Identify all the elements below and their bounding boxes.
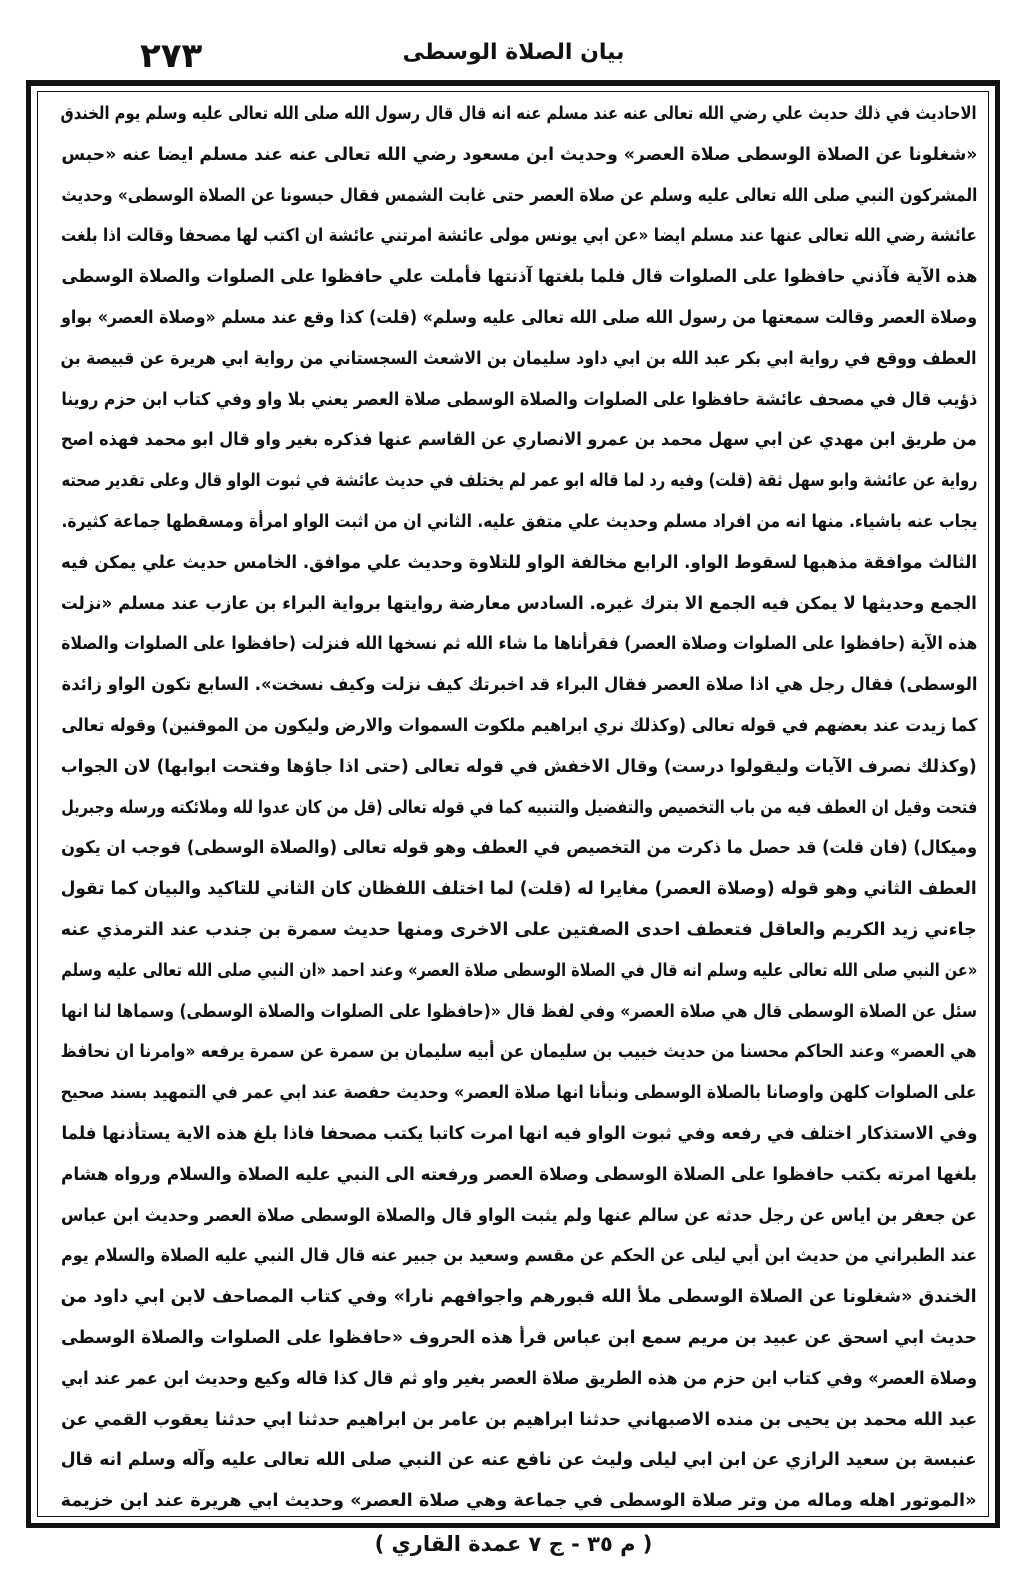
- text-line: [61, 216, 977, 257]
- text-line: [61, 380, 977, 421]
- text-line-content: هذه الآية (حافظوا على الصلوات وصلاة العصر) فقرأناها ما شاء الله ثم نسخها الله فنزلت (حافظوا على الصلوات والصلاة: [61, 634, 977, 655]
- text-line-content: كما زيدت عند بعضهم في قوله تعالى (وكذلك نري ابراهيم ملكوت السموات والارض وليكون من الموقنين) وقوله تعالى: [61, 715, 977, 736]
- text-line-content: عائشة رضي الله تعالى عنها عند مسلم ايضا «عن ابي يونس مولى عائشة امرتني عائشة ان اكتب لها مصحفا وقالت اذا بلغت: [61, 226, 977, 247]
- text-line: [61, 135, 977, 176]
- text-line: [61, 1318, 977, 1359]
- text-line-content: على الصلوات كلهن واوصانا بالصلاة الوسطى ونبأنا انها صلاة العصر» وحديث حفصة عند ابي عمر في التمهيد بسند صحيح: [61, 1083, 977, 1104]
- footer-signature: ( م ٣٥ - ج ٧ عمدة القاري ): [374, 1532, 653, 1556]
- text-line-content: حديث ابي اسحق عن عبيد بن مريم سمع ابن عباس قرأ هذه الحروف «حافظوا على الصلوات والصلاة الوسطى: [61, 1327, 977, 1348]
- text-line-content: يجاب عنه باشياء. منها انه من افراد مسلم وحديث علي متفق عليه. الثاني ان من اثبت الواو امرأة ومسقطها جماعة كثيرة.: [61, 511, 977, 532]
- text-line-content: ذؤيب قال في مصحف عائشة حافظوا على الصلوات والصلاة الوسطى صلاة العصر يعني بلا واو وفي كتاب ابن حزم روينا: [61, 389, 977, 410]
- text-line-content: عبد الله محمد بن يحيى بن منده الاصبهاني حدثنا ابراهيم بن عامر بن ابراهيم حدثنا ابي حدثنا يعقوب القمي عن: [61, 1409, 977, 1430]
- text-line: [61, 1236, 977, 1277]
- text-line: [61, 869, 977, 910]
- text-line: [61, 257, 977, 298]
- text-line-content: عند الطبراني من حديث ابن أبي ليلى عن الحكم عن مقسم وسعيد بن جبير عنه قال قال النبي عليه الصلاة والسلام يوم: [61, 1246, 977, 1267]
- text-line: [61, 1277, 977, 1318]
- text-line: [61, 339, 977, 380]
- text-line-content: وصلاة العصر» وفي كتاب ابن حزم من هذه الطريق صلاة العصر بغير واو ثم قال كذا قاله وكيع وحديث ابن عمر عند ابي: [61, 1368, 977, 1389]
- text-line: [61, 1114, 977, 1155]
- text-line: [61, 747, 977, 788]
- text-line-content: المشركون النبي صلى الله تعالى عليه وسلم عن صلاة العصر حتى غابت الشمس فقال حبسونا عن الصلاة الوسطى» وحديث: [61, 185, 977, 206]
- text-line-content: العطف الثاني وهو قوله (وصلاة العصر) مغايرا له (قلت) لما اختلف اللفظان كان الثاني للتاكيد والبيان كما تقول: [61, 879, 977, 900]
- text-line: [61, 992, 977, 1033]
- text-line: [61, 1440, 977, 1481]
- text-line-content: وميكال) (فان قلت) قد حصل ما ذكرت من التخصيص في العطف وهو قوله تعالى (والصلاة الوسطى) فوجب ان يكون: [61, 838, 977, 859]
- text-line: [61, 543, 977, 584]
- text-line-content: فتحت وقيل ان العطف فيه من باب التخصيص والتفضيل والتنبيه كما في قوله تعالى (قل من كان عدوا لله وملائكته ورسله وجبريل: [61, 797, 977, 818]
- text-line: [61, 298, 977, 339]
- text-line: [61, 910, 977, 951]
- text-line: [61, 788, 977, 829]
- text-line: [61, 951, 977, 992]
- text-line-content: الخندق «شغلونا عن الصلاة الوسطى ملأ الله قبورهم واجوافهم نارا» وفي كتاب المصاحف لابن ابي داود من: [61, 1287, 977, 1308]
- text-line: [61, 1155, 977, 1196]
- text-line: [61, 624, 977, 665]
- text-line: [61, 828, 977, 869]
- page-number: ٢٧٣: [140, 36, 203, 76]
- text-line-content: عنبسة بن سعيد الرازي عن ابن ابي ليلى وليث عن نافع عنه عن النبي صلى الله تعالى عليه وآله وسلم انه قال: [61, 1450, 977, 1471]
- text-line-content: عن جعفر بن اياس عن رجل حدثه عن سالم عنها ولم يثبت الواو قال والصلاة الوسطى صلاة العصر وحديث ابن عباس: [61, 1205, 977, 1226]
- running-title: بيان الصلاة الوسطى: [402, 40, 625, 65]
- text-line: [61, 706, 977, 747]
- text-line: [61, 502, 977, 543]
- text-line: [61, 1359, 977, 1400]
- text-line-content: (وكذلك نصرف الآيات وليقولوا درست) وقال الاخفش في قوله تعالى (حتى اذا جاؤها وفتحت ابوابها) لان الجواب: [61, 756, 977, 777]
- text-line-content: جاءني زيد الكريم والعاقل فتعطف احدى الصفتين على الاخرى ومنها حديث سمرة بن جندب عند الترمذي عنه: [61, 919, 977, 940]
- text-line-content: «عن النبي صلى الله تعالى عليه وسلم انه قال في الصلاة الوسطى صلاة العصر» وعند احمد «ان النبي صلى الله تعالى عليه وسلم: [61, 960, 977, 981]
- text-line: [61, 1032, 977, 1073]
- text-line: [61, 1481, 977, 1522]
- text-line-content: الثالث موافقة مذهبها لسقوط الواو. الرابع مخالفة الواو للتلاوة وحديث علي موافق. الخامس حديث علي يمكن فيه: [61, 552, 977, 573]
- text-line-content: رواية عن عائشة وابو سهل ثقة (قلت) وفيه رد لما قاله ابو عمر لم يختلف في حديث عائشة في ثبوت الواو قال وعلى تقدير صحته: [61, 471, 977, 492]
- text-line: [61, 1073, 977, 1114]
- text-line-content: هذه الآية فآذني حافظوا على الصلوات قال فلما بلغتها آذنتها فأملت علي حافظوا على الصلوات والصلاة الوسطى: [61, 267, 977, 288]
- text-line-content: «شغلونا عن الصلاة الوسطى صلاة العصر» وحديث ابن مسعود رضي الله تعالى عنه عند مسلم ايضا عنه «حبس: [61, 144, 977, 165]
- text-line: [61, 461, 977, 502]
- text-line-content: العطف ووقع في رواية ابي بكر عبد الله بن ابي داود سليمان بن الاشعث السجستاني من رواية ابي هريرة عن قبيصة بن: [61, 348, 977, 369]
- text-line-content: الجمع وحديثها لا يمكن فيه الجمع الا بترك غيره. السادس معارضة روايتها برواية البراء بن عازب عند مسلم «نزلت: [61, 593, 977, 614]
- text-line-content: سئل عن الصلاة الوسطى قال هي صلاة العصر» وفي لفظ قال «(حافظوا على الصلوات والصلاة الوسطى) وسماها لنا انها: [61, 1001, 977, 1022]
- text-line: [61, 584, 977, 625]
- text-line: [61, 420, 977, 461]
- text-line-content: «الموتور اهله وماله من وتر صلاة الوسطى في جماعة وهي صلاة العصر» وحديث ابي هريرة عند ابن خزيمة: [60, 1491, 977, 1512]
- text-frame: [26, 80, 1000, 1528]
- text-line-content: من طريق ابن مهدي عن ابي سهل محمد بن عمرو الانصاري عن القاسم عنها فذكره بغير واو قال ابو محمد فهذه اصح: [61, 430, 977, 451]
- text-line-content: الوسطى) فقال رجل هي اذا صلاة العصر فقال البراء قد اخبرتك كيف نزلت وكيف نسخت». السابع تكون الواو زائدة: [61, 675, 977, 696]
- text-line: [61, 1196, 977, 1237]
- text-line-content: هي العصر» وعند الحاكم محسنا من حديث خبيب بن سليمان عن أبيه سليمان بن سمرة عن سمرة يرفعه «وامرنا ان نحافظ: [61, 1042, 977, 1063]
- text-line: [61, 1400, 977, 1441]
- text-line-content: وصلاة العصر وقالت سمعتها من رسول الله صلى الله تعالى عليه وسلم» (قلت) كذا وقع عند مسلم «وصلاة العصر» بواو: [61, 307, 977, 328]
- text-line: [61, 176, 977, 217]
- text-line-content: بلغها امرته بكتب حافظوا على الصلاة الوسطى وصلاة العصر ورفعته الى النبي عليه الصلاة والسلام ورواه هشام: [61, 1164, 977, 1185]
- body-text: [61, 94, 977, 1522]
- text-line: [61, 665, 977, 706]
- text-line-content: الاحاديث في ذلك حديث علي رضي الله تعالى عنه عند مسلم عنه انه قال قال رسول الله صلى الله تعالى عليه وسلم يوم الخندق: [61, 104, 977, 124]
- text-line: [61, 94, 977, 135]
- text-line-content: وفي الاستذكار اختلف في رفعه وفي ثبوت الواو فيه انها امرت كاتبا يكتب مصحفا فاذا بلغ هذه الاية يستأذنها فلما: [61, 1123, 977, 1144]
